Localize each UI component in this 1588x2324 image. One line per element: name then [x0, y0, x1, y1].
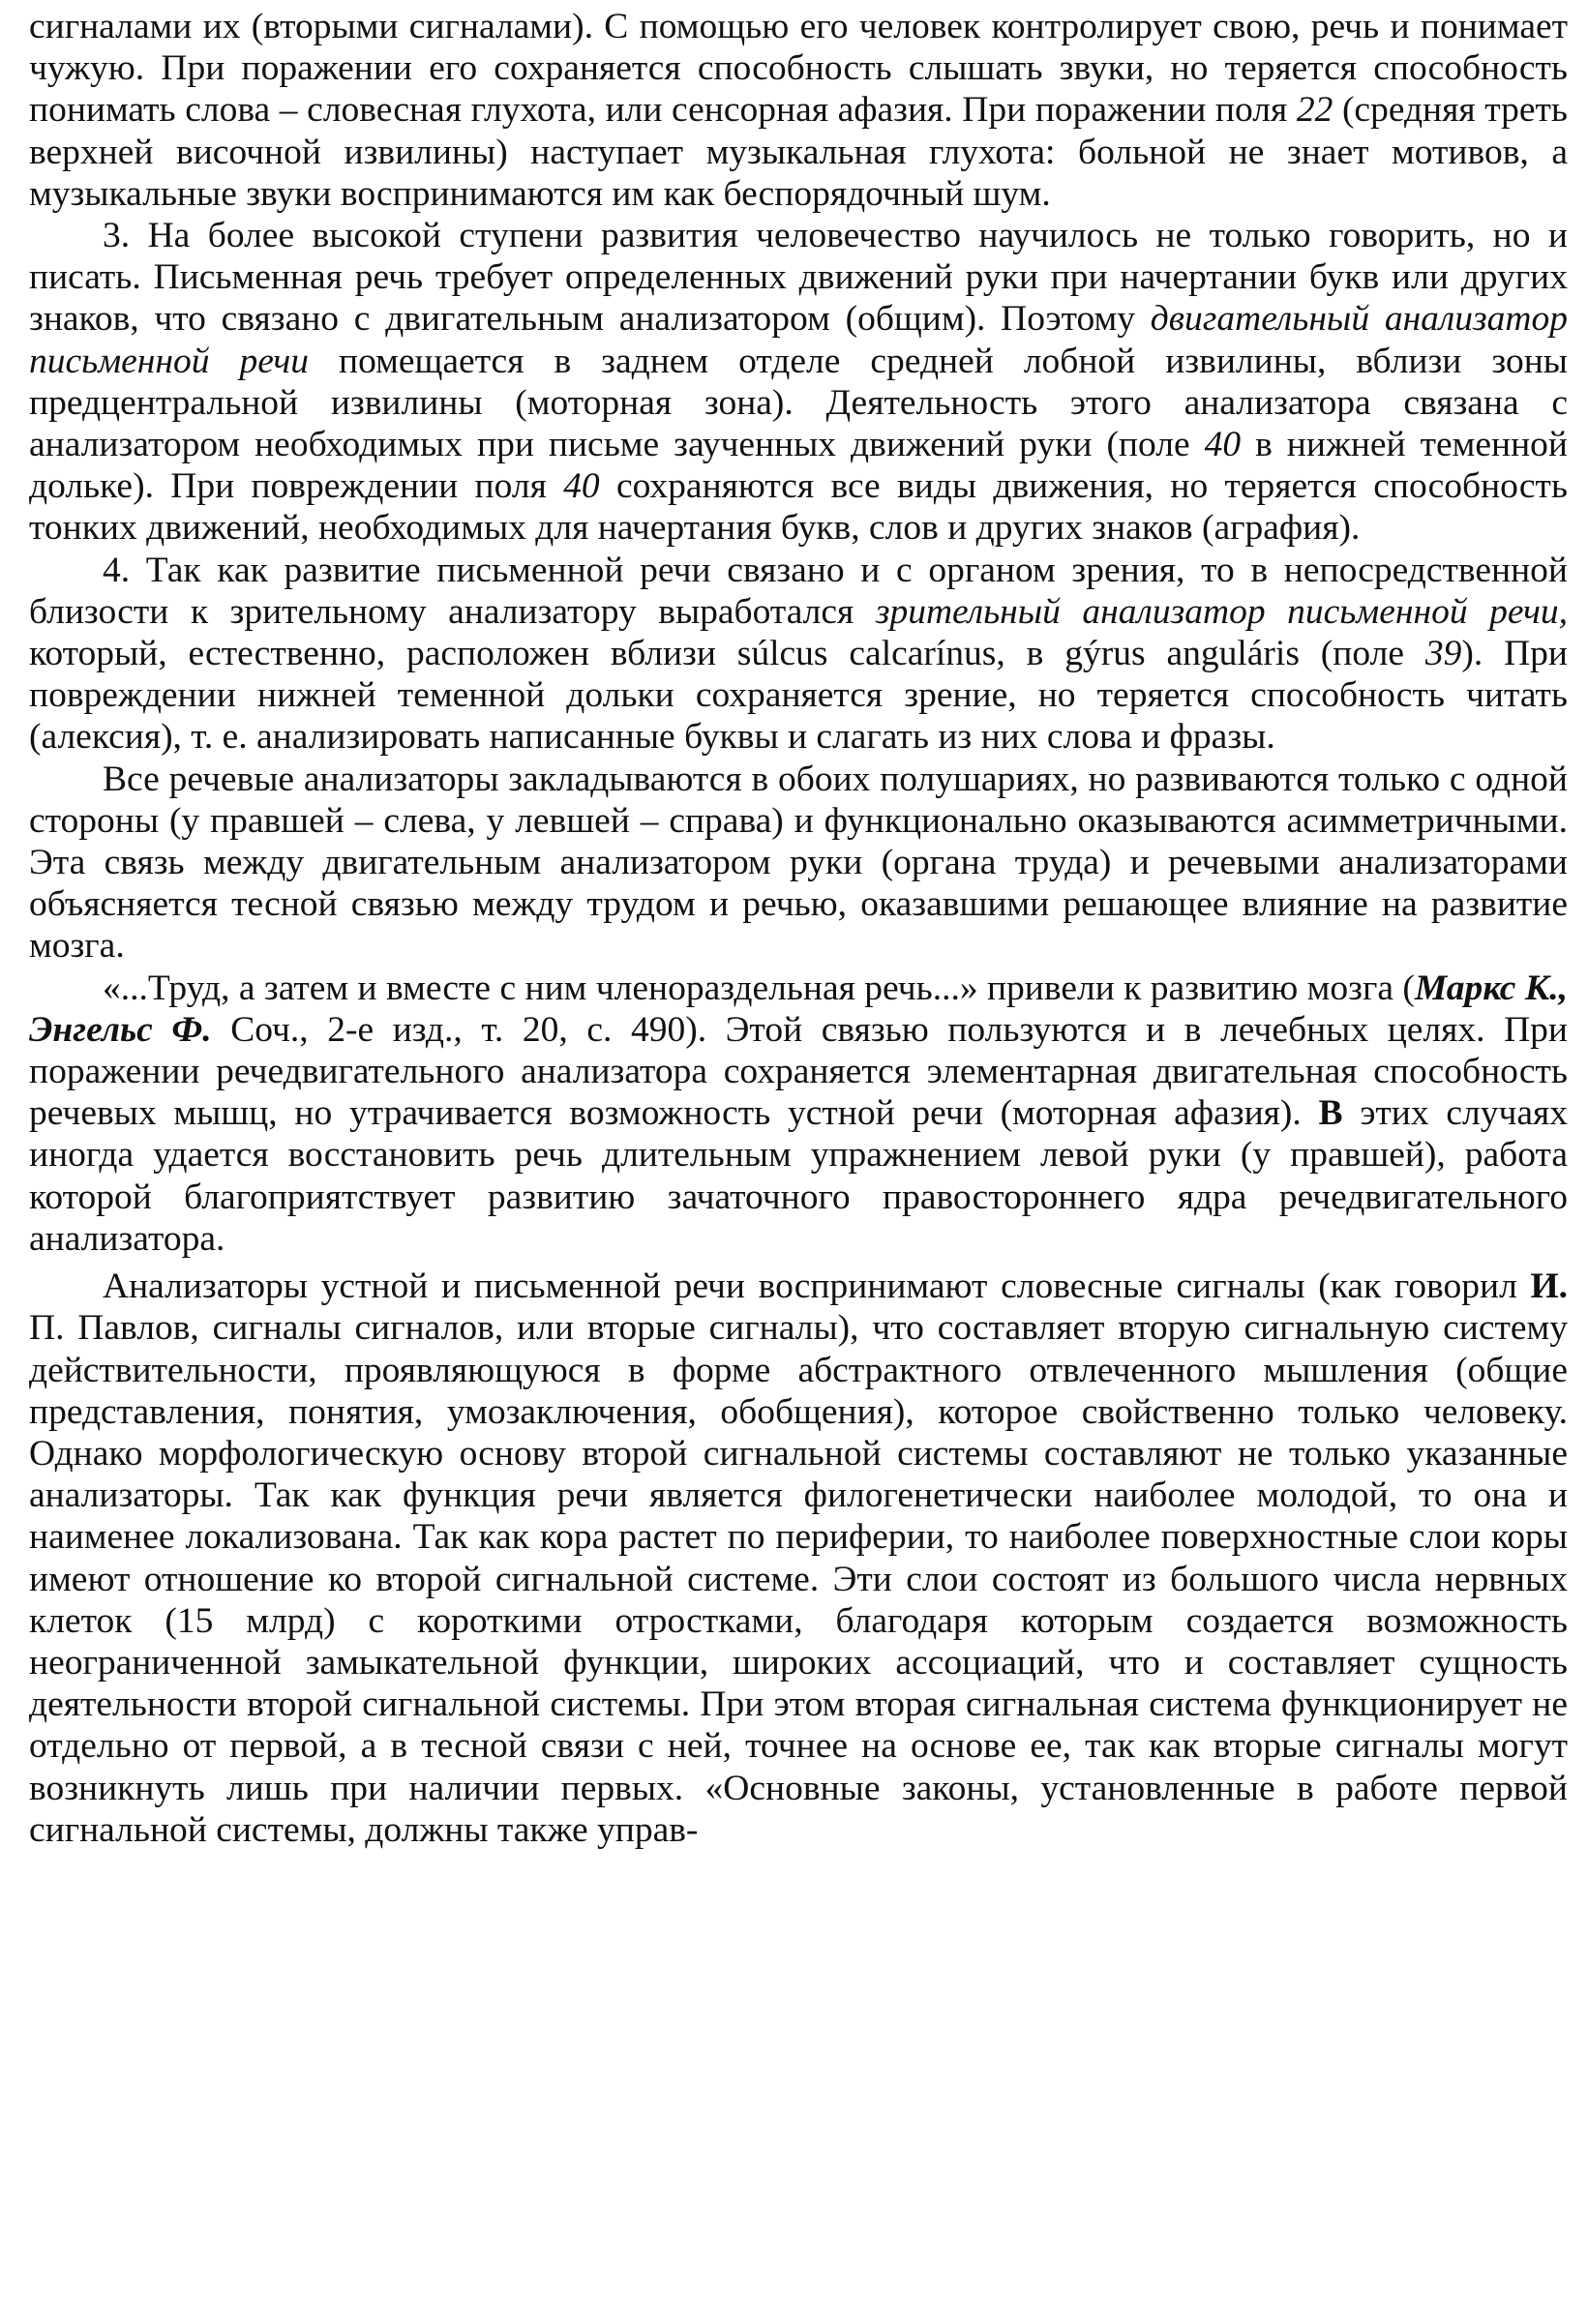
text-segment: Все речевые анализаторы закладываются в обоих полушариях, но развиваются только с одной стороны (у правшей – слева, у левшей – справа) и функционально оказываются асимметричными. Эта связь между двигательным анализатором руки (органа труда) и речевыми анализаторами объясняется тесной связью между трудом и речью, оказавшими решающее влияние на развитие мозга. [29, 759, 1568, 967]
text-segment: «...Труд, а затем и вместе с ним членораздельная речь...» привели к развитию мозга ( [103, 968, 1415, 1008]
text-segment: сохраняются все виды движения, но теряется способность тонких движений, необходимых для начертания букв, слов и других знаков (аграфия). [29, 466, 1568, 549]
text-segment: Анализаторы устной и письменной речи воспринимают словесные сигналы (как говорил [103, 1266, 1531, 1307]
text-segment: ). При повреждении нижней теменной дольки сохраняется зрение, но теряется способность читать (алексия), т. е. анализировать написанные буквы и слагать из них слова и фразы. [29, 634, 1569, 758]
text-segment: Соч., 2-е изд., т. 20, с. 490). Этой связью пользуются и в лечебных целях. При поражении речедвигательного анализатора сохраняется элементарная двигательная способность речевых мышц, но утрачивается возможность устной речи (моторная афазия). [29, 1009, 1568, 1134]
text-segment: В [1318, 1093, 1343, 1134]
text-segment: П. Павлов, сигналы сигналов, или вторые сигналы), что составляет вторую сигнальную систему действительности, проявляющуюся в форме абстрактного отвлеченного мышления (общие представления, понятия, умозаключения, обобщения), которое свойственно только человеку. Однако морфологическую основу второй сигнальной системы составляют не только указанные анализаторы. Так как функция речи является филогенетически наиболее молодой, то она и наименее локализована. Так как кора растет по периферии, то наиболее поверхностные слои коры имеют отношение ко второй сигнальной системе. Эти слои состоят из большого числа нервных клеток (15 млрд) с короткими отростками, благодаря которым создается возможность неограниченной замыкательной функции, широких ассоциаций, что и составляет сущность деятельности второй сигнальной системы. При этом вторая сигнальная система функционирует не отдельно от первой, а в тесной связи с ней, точнее на основе ее, так как вторые сигналы могут возникнуть лишь при наличии первых. «Основные законы, установленные в работе первой сигнальной системы, должны также управ- [29, 1308, 1568, 1850]
text-segment: 40 [563, 466, 600, 507]
text-segment: 22 [1296, 90, 1333, 131]
paragraph-6 [29, 1266, 1568, 1851]
text-segment: который, естественно, расположен вблизи súlcus calcarínus, в gýrus anguláris (поле [29, 634, 1425, 674]
paragraph-2 [29, 215, 1568, 550]
text-segment: помещается в заднем отделе средней лобной извилины, вблизи зоны предцентральной извилины (моторная зона). Деятельность этого анализатора связана с анализатором необходимых при письме заученных движений руки (поле [29, 341, 1568, 465]
text-segment: сигналами их (вторыми сигналами). С помощью его человек контролирует свою, речь и понимает чужую. При поражении его сохраняется способность слышать звуки, но теряется способность понимать слова – словесная глухота, или сенсорная афазия. При поражении поля [29, 7, 1568, 131]
paragraph-4 [29, 759, 1568, 968]
text-page [29, 6, 1568, 1851]
text-segment: зрительный анализатор письменной речи, [875, 591, 1569, 632]
paragraph-3 [29, 550, 1568, 759]
text-segment: 39 [1424, 634, 1462, 674]
paragraph-5 [29, 968, 1568, 1260]
text-segment: Маркс К., Энгельс Ф. [29, 968, 1568, 1050]
text-segment: 4. Так как развитие письменной речи связано и с органом зрения, то в непосредственной близости к зрительному анализатору выработался [29, 550, 1568, 632]
text-segment: (средняя треть верхней височной извилины) наступает музыкальная глухота: больной не знает мотивов, а музыкальные звуки воспринимаются им как беспорядочный шум. [29, 90, 1568, 214]
text-segment: И. [1530, 1266, 1568, 1307]
text-segment: этих случаях иногда удается восстановить речь длительным упражнением левой руки (у правшей), работа которой благоприятствует развитию зачаточного правостороннего ядра речедвигательного анализатора. [29, 1093, 1568, 1259]
text-segment: 3. На более высокой ступени развития человечество научилось не только говорить, но и писать. Письменная речь требует определенных движений руки при начертании букв или других знаков, что связано с двигательным анализатором (общим). Поэтому [29, 216, 1568, 340]
paragraph-1 [29, 6, 1568, 215]
text-segment: в нижней теменной дольке). При повреждении поля [29, 425, 1568, 507]
text-segment: двигательный анализатор письменной речи [29, 299, 1568, 381]
text-segment: 40 [1204, 425, 1242, 465]
